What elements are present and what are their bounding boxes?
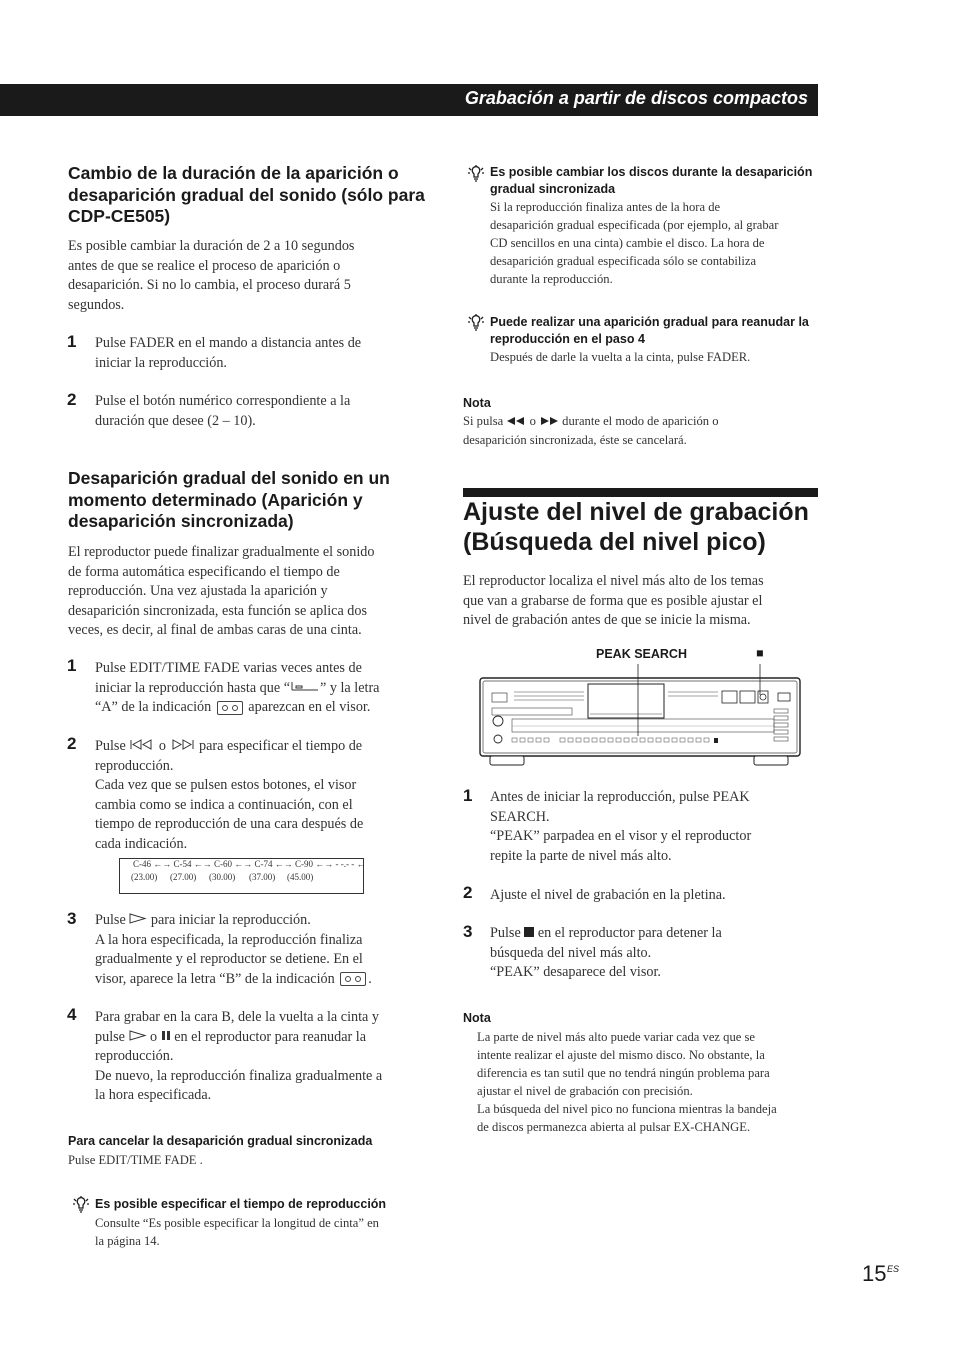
step-number: 1 (463, 786, 473, 805)
tip-text: Si la reproducción finaliza antes de la hora de desaparición gradual especificada (por ejemplo, al grabar CD sencillos en una cinta) cambie el disco. La hora de desaparición gradual especificada sólo se contabiliza durante la reproducción. (490, 200, 779, 286)
step-text: Pulse en el reproductor para detener la búsqueda del nivel más alto. “PEAK” desaparece del visor. (490, 925, 722, 981)
fast-forward-icon (539, 413, 559, 431)
header-title: Grabación a partir de discos compactos (464, 88, 808, 108)
page-language: ES (887, 1264, 900, 1274)
step-number: 3 (463, 922, 473, 941)
section1-title: Cambio de la duración de la aparición o desaparición gradual del sonido (sólo para CDP-CE505) (68, 163, 425, 226)
pause-icon (161, 1028, 171, 1048)
step-text: Pulse o para especificar el tiempo de reproducción. Cada vez que se pulsen estos botones, el visor cambia como se indica a continuación, con el tiempo de reproducción de una cara después de cada indicación. (95, 738, 364, 852)
lightbulb-icon (466, 165, 486, 185)
section2-intro: El reproductor puede finalizar gradualmente el sonido de forma automática especificando el tiempo de reproducción. Una vez ajustada la aparición y desaparición sincronizada, esta función se aplica dos veces, es decir, al final de ambas caras de una cinta. (68, 544, 375, 638)
play-icon (129, 911, 147, 931)
note-title: Nota (463, 396, 491, 410)
note-text: Si pulsa o durante el modo de aparición o desaparición sincronizada, éste se cancelará. (463, 414, 719, 448)
tape-length-sequence: C-46 ←→ C-54 ←→ C-60 ←→ C-74 ←→ C-90 ←→ - -.- - ← (23.00) (27.00) (30.00) (37.00) (45.00) (119, 858, 364, 894)
step-text: Para grabar en la cara B, dele la vuelta a la cinta y pulse o en el reproductor para reanudar la reproducción. De nuevo, la reproducción finaliza gradualmente a la hora especificada. (95, 1009, 383, 1104)
step-text: Ajuste el nivel de grabación en la pletina. (490, 887, 726, 903)
cancel-text: Pulse EDIT/TIME FADE . (68, 1153, 203, 1167)
section3-title: Ajuste del nivel de grabación (Búsqueda del nivel pico) (463, 498, 809, 556)
play-icon (129, 1028, 147, 1048)
step-text: Pulse para iniciar la reproducción. A la hora especificada, la reproducción finaliza gradualmente y el reproductor se detiene. En el visor, aparece la letra “B” de la indicación . (95, 912, 372, 987)
section-rule (463, 488, 818, 497)
cd-player-diagram (478, 664, 803, 769)
cassette-icon (217, 701, 243, 715)
step-number: 2 (67, 734, 77, 753)
step-number: 2 (67, 390, 77, 409)
tip-title: Puede realizar una aparición gradual para reanudar la reproducción en el paso 4 (490, 315, 809, 346)
lightbulb-icon (466, 314, 486, 334)
page-number: 15 (862, 1261, 887, 1286)
cancel-title: Para cancelar la desaparición gradual sincronizada (68, 1134, 373, 1148)
cassette-icon (340, 972, 366, 986)
tip-title: Es posible especificar el tiempo de reproducción (95, 1197, 387, 1211)
step-number: 3 (67, 909, 77, 928)
step-text: Pulse el botón numérico correspondiente a la duración que desee (2 – 10). (95, 393, 351, 429)
tip-title: Es posible cambiar los discos durante la desaparición gradual sincronizada (490, 165, 813, 196)
note-text: La parte de nivel más alto puede variar cada vez que se intente realizar el ajuste del mismo disco. No obstante, la diferencia es tan sutil que no tendrá ningún problema para ajustar el nivel de grabación con precisión. La búsqueda del nivel pico no funciona mientras la bandeja de discos permanezca abierta al pulsar EX-CHANGE. (477, 1030, 777, 1134)
step-number: 2 (463, 883, 473, 902)
step-text: Pulse EDIT/TIME FADE varias veces antes de iniciar la reproducción hasta que “ ” y la letra “A” de la indicación aparezcan en el visor. (95, 660, 380, 716)
peak-search-label: PEAK SEARCH (596, 647, 687, 661)
stop-icon (524, 924, 534, 944)
step-number: 1 (67, 332, 77, 351)
fade-symbol-icon (290, 679, 320, 699)
prev-track-icon (129, 737, 155, 757)
lightbulb-icon (71, 1196, 91, 1216)
header-bar (0, 84, 818, 116)
rewind-icon (506, 413, 526, 431)
step-number: 1 (67, 656, 77, 675)
tip-text: Después de darle la vuelta a la cinta, pulse FADER. (490, 350, 751, 364)
step-text: Pulse FADER en el mando a distancia antes de iniciar la reproducción. (95, 335, 362, 371)
next-track-icon (169, 737, 195, 757)
note-title: Nota (463, 1011, 491, 1025)
section3-intro: El reproductor localiza el nivel más alto de los temas que van a grabarse de forma que es posible ajustar el nivel de grabación antes de que se inicie la misma. (463, 573, 764, 628)
tip-text: Consulte “Es posible especificar la longitud de cinta” en la página 14. (95, 1216, 379, 1248)
stop-label: ■ (756, 646, 764, 660)
section1-intro: Es posible cambiar la duración de 2 a 10 segundos antes de que se realice el proceso de aparición o desaparición. Si no lo cambia, el proceso durará 5 segundos. (68, 238, 355, 313)
step-text: Antes de iniciar la reproducción, pulse PEAK SEARCH. “PEAK” parpadea en el visor y el reproductor repite la parte de nivel más alto. (490, 789, 752, 864)
step-number: 4 (67, 1005, 77, 1024)
section2-title: Desaparición gradual del sonido en un momento determinado (Aparición y desaparición sincronizada) (68, 468, 390, 531)
